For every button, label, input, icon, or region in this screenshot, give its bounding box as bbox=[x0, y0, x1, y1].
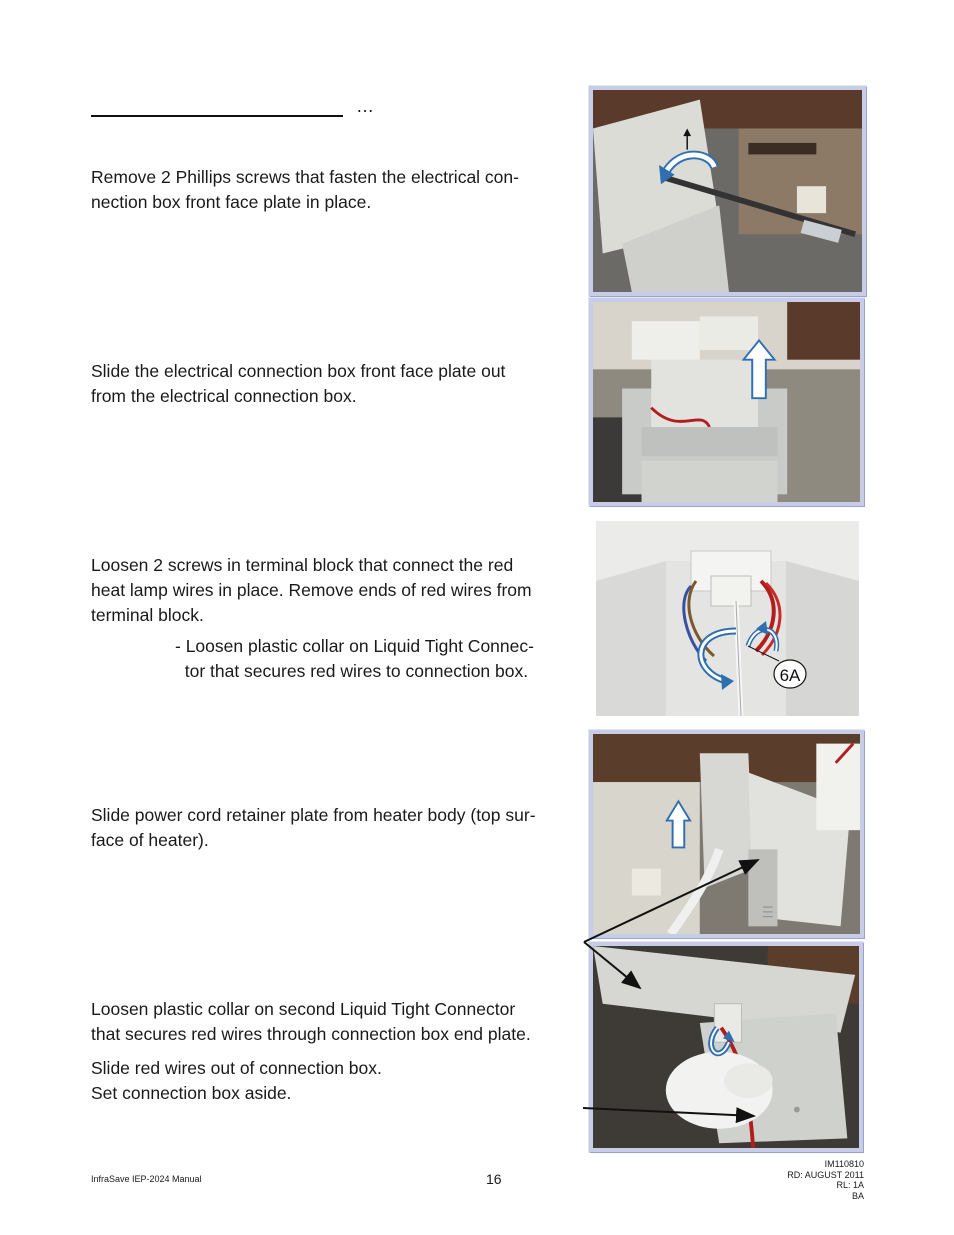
photo-step-1-image bbox=[593, 90, 862, 292]
heading-underline bbox=[91, 115, 343, 117]
step-3-text: Loosen 2 screws in terminal block that connect the red heat lamp wires in place. Remove ends of red wires from terminal block. bbox=[91, 555, 532, 625]
photo-step-2 bbox=[589, 298, 864, 506]
step-4-text: Slide power cord retainer plate from heater body (top sur- face of heater). bbox=[91, 805, 536, 850]
photo-step-3 bbox=[596, 521, 859, 716]
heading-ellipsis: … bbox=[356, 96, 374, 116]
footer-manual-name: InfraSave IEP-2024 Manual bbox=[91, 1174, 202, 1184]
footer-revision-level: RL: 1A bbox=[836, 1180, 864, 1190]
callout-6a-label: 6A bbox=[779, 666, 801, 685]
page-number: 16 bbox=[486, 1171, 502, 1187]
step-5-text: Loosen plastic collar on second Liquid Tight Connector that secures red wires through connection box end plate. bbox=[91, 999, 531, 1044]
photo-step-2-image bbox=[593, 302, 860, 502]
photo-step-5 bbox=[589, 942, 863, 1152]
footer-revision-date: RD: AUGUST 2011 bbox=[787, 1169, 864, 1180]
photo-step-4-image bbox=[593, 734, 860, 934]
footer-approval: BA bbox=[851, 1190, 864, 1201]
photo-step-1 bbox=[589, 86, 866, 296]
photo-step-4 bbox=[589, 730, 864, 938]
footer-revision-block bbox=[787, 1159, 864, 1201]
step-3-subtext: - Loosen plastic collar on Liquid Tight Connec- tor that secures red wires to connection box. bbox=[175, 636, 534, 681]
photo-step-3-image bbox=[596, 521, 859, 716]
photo-step-5-image bbox=[593, 946, 859, 1148]
footer-doc-id: IM110810 bbox=[824, 1159, 864, 1169]
step-5-text-2: Slide red wires out of connection box. Set connection box aside. bbox=[91, 1058, 382, 1103]
step-2-text: Slide the electrical connection box front face plate out from the electrical connection box. bbox=[91, 361, 506, 406]
step-1-text: Remove 2 Phillips screws that fasten the electrical con- nection box front face plate in place. bbox=[91, 167, 519, 212]
